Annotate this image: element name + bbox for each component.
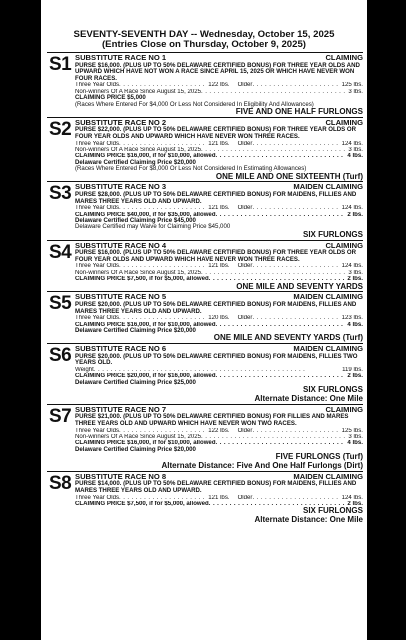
race-title: SUBSTITUTE RACE NO 8 [75, 471, 167, 481]
race-distance: SIX FURLONGS [302, 385, 363, 395]
race-type: MAIDEN CLAIMING [293, 182, 363, 192]
race-body [75, 53, 363, 117]
race-block [47, 404, 363, 471]
race-body [75, 292, 363, 343]
certified-price: Delaware Certified Claiming Price $25,000 [75, 378, 196, 386]
race-distance: SIX FURLONGS [302, 506, 363, 516]
certified-price: Delaware Certified Claiming Price $20,000 [75, 158, 196, 166]
race-type: CLAIMING [325, 53, 363, 62]
race-block [47, 240, 363, 292]
weight-line: Three Year Olds . . . 121 lbs. Older . . . 124 lbs. [75, 263, 363, 269]
race-distance: ONE MILE AND ONE SIXTEENTH (Turf) [215, 171, 363, 181]
claiming-price: CLAIMING PRICE $16,000, if for $10,000, allowed . . . 4 lbs. [75, 440, 363, 446]
race-note: (Races Where Entered For $4,000 Or Less Not Considered In Eligibility And Allowances) [75, 100, 314, 108]
race-distance: FIVE FURLONGS (Turf) [275, 452, 363, 462]
claiming-price: CLAIMING PRICE $7,500, if for $5,000, allowed . . . 2 lbs. [75, 501, 363, 507]
race-number: S1 [49, 54, 72, 75]
race-body [75, 405, 363, 471]
race-title: SUBSTITUTE RACE NO 7 [75, 404, 167, 414]
race-note: (Races Where Entered For $8,000 Or Less Not Considered In Estimating Allowances) [75, 165, 307, 173]
race-distance: FIVE AND ONE HALF FURLONGS [235, 107, 363, 116]
race-type: CLAIMING [325, 240, 363, 250]
race-purse: PURSE $22,000. (PLUS UP TO 50% DELAWARE CERTIFIED BONUS) FOR THREE YEAR OLDS OR FOUR YEAR OLDS AND UPWARD WHICH HAVE NEVER WON THREE RACES. [75, 126, 357, 140]
race-title: SUBSTITUTE RACE NO 2 [75, 117, 167, 127]
nonwinners-line: Non-winners Of A Race Since August 15, 2025 . . . 3 lbs. [75, 89, 363, 95]
race-purse: PURSE $20,000. (PLUS UP TO 50% DELAWARE CERTIFIED BONUS) FOR MAIDENS, FILLIES TWO YEARS OLD. [75, 352, 358, 367]
condition-book-page [41, 0, 367, 640]
race-number: S5 [49, 293, 72, 315]
race-type: MAIDEN CLAIMING [293, 471, 363, 481]
page-header [41, 0, 367, 50]
race-title: SUBSTITUTE RACE NO 3 [75, 182, 167, 192]
race-title: SUBSTITUTE RACE NO 6 [75, 344, 167, 354]
race-purse: PURSE $14,000. (PLUS UP TO 50% DELAWARE CERTIFIED BONUS) FOR MAIDENS, FILLIES AND MARES THREE YEARS OLD AND UPWARD. [75, 480, 357, 494]
race-block [47, 117, 363, 182]
race-number: S4 [49, 241, 72, 263]
race-body [75, 118, 363, 182]
race-purse: PURSE $16,000. (PLUS UP TO 50% DELAWARE CERTIFIED BONUS) FOR THREE YEAR OLDS AND UPWARD WHICH HAVE NOT WON A RACE SINCE APRIL 15, 2025 OR WHICH HAVE NEVER WON FOUR RACES. [75, 61, 360, 82]
race-number: S7 [49, 405, 72, 427]
race-block [47, 471, 363, 525]
race-type: CLAIMING [325, 404, 363, 414]
race-block [47, 291, 363, 343]
claiming-price: CLAIMING PRICE $16,000, if for $10,000, allowed . . . 4 lbs. [75, 153, 363, 159]
weight-line: Three Year Olds . . . 121 lbs. Older . . . 124 lbs. [75, 141, 363, 147]
weight-line: Three Year Olds . . . 122 lbs. Older . . . 125 lbs. [75, 82, 363, 88]
race-body [75, 472, 363, 525]
weight-line: Three Year Olds . . . 121 lbs. Older . . . 124 lbs. [75, 495, 363, 501]
race-purse: PURSE $16,000. (PLUS UP TO 50% DELAWARE CERTIFIED BONUS) FOR THREE YEAR OLDS OR FOUR YEAR OLDS AND UPWARD WHICH HAVE NEVER WON THREE RACES. [75, 249, 357, 263]
claiming-price: CLAIMING PRICE $16,000, if for $10,000, allowed . . . 4 lbs. [75, 322, 363, 328]
race-title: SUBSTITUTE RACE NO 5 [75, 292, 167, 302]
race-note: Delaware Certified may Waive for Claiming Price $45,000 [75, 223, 231, 231]
race-type: MAIDEN CLAIMING [293, 344, 363, 354]
race-purse: PURSE $21,000. (PLUS UP TO 50% DELAWARE CERTIFIED BONUS) FOR FILLIES AND MARES THREE YEARS OLD AND UPWARD WHICH HAVE NEVER WON TWO RACES. [75, 413, 349, 427]
race-number: S8 [49, 472, 72, 494]
nonwinners-line: Non-winners Of A Race Since August 15, 2025 . . . 3 lbs. [75, 434, 363, 440]
alternate-distance: Alternate Distance: Five And One Half Furlongs (Dirt) [161, 461, 363, 470]
certified-price: Delaware Certified Claiming Price $20,000 [75, 445, 196, 453]
nonwinners-line: Non-winners Of A Race Since August 15, 2025 . . . 3 lbs. [75, 270, 363, 276]
certified-price: Delaware Certified Claiming Price $45,000 [75, 217, 196, 224]
race-purse: PURSE $28,000. (PLUS UP TO 50% DELAWARE CERTIFIED BONUS) FOR MAIDENS, FILLIES AND MARES THREE YEARS OLD AND UPWARD. [75, 191, 357, 205]
race-body [75, 182, 363, 239]
certified-price: Delaware Certified Claiming Price $20,000 [75, 327, 196, 334]
day-title: SEVENTY-SEVENTH DAY -- Wednesday, October 15, 2025 [73, 29, 335, 40]
alternate-distance: Alternate Distance: One Mile [254, 394, 363, 403]
entries-close-note: (Entries Close on Thursday, October 9, 2025) [101, 39, 306, 50]
race-list [41, 52, 367, 525]
race-distance: SIX FURLONGS [302, 229, 363, 239]
weight-line: Three Year Olds . . . 121 lbs. Older . . . 124 lbs. [75, 205, 363, 211]
nonwinners-line: Non-winners Of A Race Since August 15, 2025 . . . 3 lbs. [75, 147, 363, 153]
race-number: S3 [49, 183, 72, 205]
claiming-price: CLAIMING PRICE $20,000, if for $16,000, allowed . . . 2 lbs. [75, 373, 363, 379]
race-title: SUBSTITUTE RACE NO 1 [75, 53, 167, 62]
race-number: S2 [49, 118, 72, 140]
weight-line: Three Year Olds . . . 122 lbs. Older . . . 125 lbs. [75, 428, 363, 434]
claiming-price: CLAIMING PRICE $40,000, if for $35,000, allowed . . . 2 lbs. [75, 212, 363, 218]
claiming-price: CLAIMING PRICE $5,000 [75, 94, 146, 102]
race-distance: ONE MILE AND SEVENTY YARDS [236, 281, 363, 291]
weight-line: Weight . . . 119 lbs. [75, 367, 363, 373]
alternate-distance: Alternate Distance: One Mile [254, 515, 363, 525]
race-block [47, 52, 363, 117]
race-body [75, 241, 363, 292]
race-number: S6 [49, 345, 72, 367]
race-block [47, 181, 363, 239]
race-body [75, 344, 363, 404]
claiming-price: CLAIMING PRICE $7,500, if for $5,000, allowed . . . 2 lbs. [75, 276, 363, 282]
race-purse: PURSE $20,000. (PLUS UP TO 50% DELAWARE CERTIFIED BONUS) FOR MAIDENS, FILLIES AND MARES THREE YEARS OLD AND UPWARD. [75, 301, 357, 315]
race-type: MAIDEN CLAIMING [293, 292, 363, 302]
race-title: SUBSTITUTE RACE NO 4 [75, 240, 167, 250]
race-type: CLAIMING [325, 117, 363, 127]
race-distance: ONE MILE AND SEVENTY YARDS (Turf) [213, 333, 363, 343]
race-block [47, 343, 363, 404]
weight-line: Three Year Olds . . . 120 lbs. Older . . . 123 lbs. [75, 315, 363, 321]
